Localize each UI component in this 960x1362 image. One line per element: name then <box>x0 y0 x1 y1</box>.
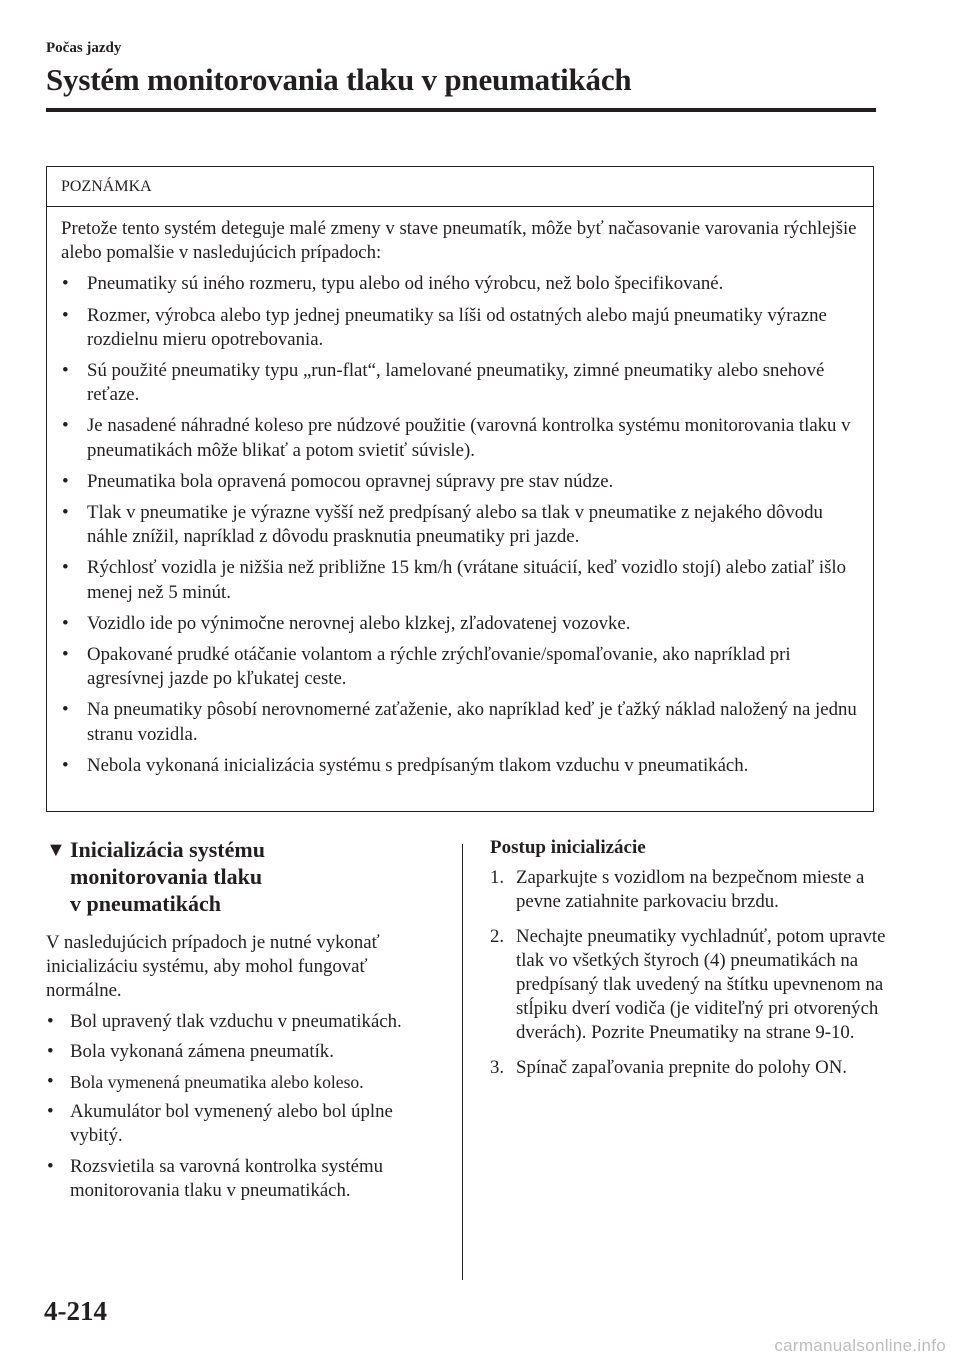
init-heading-line: v pneumatikách <box>70 891 221 916</box>
init-item: • Bola vykonaná zámena pneumatík. <box>46 1040 446 1064</box>
note-item: • Na pneumatiky pôsobí nerovnomerné zaťaženie, ako napríklad keď je ťažký náklad naložený na jednu stranu vozidla. <box>61 698 859 746</box>
page-number: 4-214 <box>44 1296 107 1326</box>
note-item: • Tlak v pneumatike je výrazne vyšší než predpísaný alebo sa tlak v pneumatike z nejakého dôvodu náhle znížil, napríklad z dôvodu prasknutia pneumatiky pri jazde. <box>61 501 859 549</box>
note-item: • Rozmer, výrobca alebo typ jednej pneumatiky sa líši od ostatných alebo majú pneumatiky výrazne rozdielnu mieru opotrebovania. <box>61 304 859 352</box>
step-text: Nechajte pneumatiky vychladnúť, potom upravte tlak vo všetkých štyroch (4) pneumatikách na predpísaný tlak uvedený na štítku upevnenom na stĺpiku dverí vodiča (je viditeľný pri otvorených dverách). Pozrite Pneumatiky na strane 9-10. <box>516 925 886 1044</box>
note-box <box>46 166 874 812</box>
step-text: Spínač zapaľovania prepnite do polohy ON. <box>516 1056 847 1078</box>
note-body <box>47 207 873 778</box>
note-item: • Pneumatiky sú iného rozmeru, typu alebo od iného výrobcu, než bolo špecifikované. <box>61 272 859 296</box>
note-item: • Vozidlo ide po výnimočne nerovnej alebo klzkej, zľadovatenej vozovke. <box>61 612 859 636</box>
note-intro: Pretože tento systém deteguje malé zmeny v stave pneumatík, môže byť načasovanie varovania rýchlejšie alebo pomalšie v nasledujúcich prípadoch: <box>61 218 857 264</box>
procedure-steps <box>490 866 890 1080</box>
note-item: • Pneumatika bola opravená pomocou opravnej súpravy pre stav núdze. <box>61 470 859 494</box>
init-heading-line: Inicializácia systému <box>70 837 265 862</box>
note-list <box>61 272 859 778</box>
init-heading <box>46 836 446 917</box>
init-list <box>46 1010 446 1203</box>
note-item: • Nebola vykonaná inicializácia systému s predpísaným tlakom vzduchu v pneumatikách. <box>61 754 859 778</box>
step-number: 3. <box>490 1056 505 1078</box>
init-intro: V nasledujúcich prípadoch je nutné vykonať inicializáciu systému, aby mohol fungovať normálne. <box>46 932 380 1002</box>
init-item: • Bola vymenená pneumatika alebo koleso. <box>46 1070 446 1094</box>
procedure-step <box>490 1056 890 1080</box>
procedure-step <box>490 866 890 914</box>
step-text: Zaparkujte s vozidlom na bezpečnom mieste a pevne zatiahnite parkovaciu brzdu. <box>516 867 865 913</box>
note-item: • Rýchlosť vozidla je nižšia než približne 15 km/h (vrátane situácií, keď vozidlo stojí) alebo zatiaľ išlo menej než 5 minút. <box>61 556 859 604</box>
page-title: Systém monitorovania tlaku v pneumatikách <box>46 62 632 97</box>
procedure-step <box>490 925 890 1046</box>
init-item: • Rozsvietila sa varovná kontrolka systému monitorovania tlaku v pneumatikách. <box>46 1155 446 1203</box>
column-divider <box>462 844 463 1280</box>
title-rule <box>46 108 876 112</box>
triangle-down-icon: ▼ <box>46 839 66 861</box>
step-number: 1. <box>490 867 505 889</box>
section-label: Počas jazdy <box>46 40 122 56</box>
init-heading-line: monitorovania tlaku <box>70 864 263 889</box>
watermark: carmanualsonline.info <box>774 1336 946 1355</box>
init-item: • Akumulátor bol vymenený alebo bol úplne vybitý. <box>46 1100 446 1148</box>
note-item: • Je nasadené náhradné koleso pre núdzové použitie (varovná kontrolka systému monitorovania tlaku v pneumatikách môže blikať a potom svietiť súvisle). <box>61 414 859 462</box>
note-item: • Opakované prudké otáčanie volantom a rýchle zrýchľovanie/spomaľovanie, ako napríklad pri agresívnej jazde po kľukatej ceste. <box>61 643 859 691</box>
init-section <box>46 836 446 1209</box>
procedure-heading: Postup inicializácie <box>490 837 646 858</box>
init-item: • Bol upravený tlak vzduchu v pneumatikách. <box>46 1010 446 1034</box>
procedure-section <box>490 836 890 1090</box>
step-number: 2. <box>490 925 505 947</box>
note-item: • Sú použité pneumatiky typu „run-flat“, lamelované pneumatiky, zimné pneumatiky alebo snehové reťaze. <box>61 359 859 407</box>
note-heading: POZNÁMKA <box>47 167 873 207</box>
